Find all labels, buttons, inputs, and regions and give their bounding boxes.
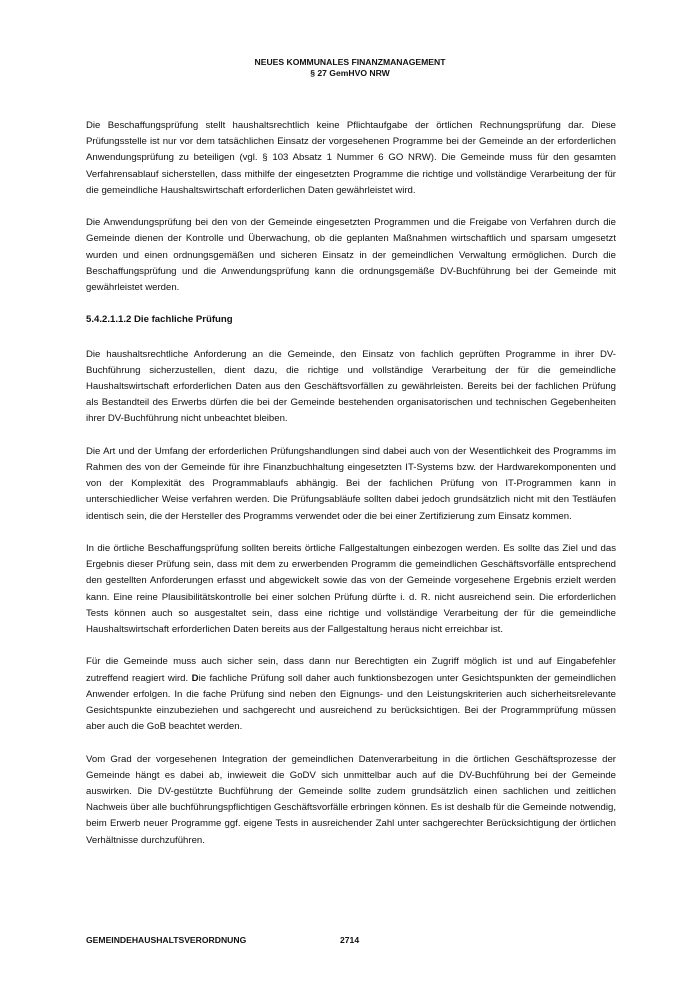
paragraph: Die Beschaffungsprüfung stellt haushaltsrechtlich keine Pflichtaufgabe der örtlichen Rechnungsprüfung dar. Diese Prüfungsstelle ist nur vor dem tatsächlichen Einsatz der vorgesehenen Programme bei der Gemeinde an der erforderlichen Anwendungsprüfung zu beteiligen (vgl. § 103 Absatz 1 Nummer 6 GO NRW). Die Gemeinde muss für den gesamten Verfahrensablauf sicherstellen, dass mithilfe der eingesetzten Programme die richtige und vollständige Verarbeitung der für die gemeindliche Haushaltswirtschaft erforderlichen Daten gewährleistet wird. [86, 120, 616, 196]
paragraph: Die haushaltsrechtliche Anforderung an die Gemeinde, den Einsatz von fachlich geprüften Programme in ihrer DV-Buchführung sicherzustellen, dient dazu, die richtige und vollständige Verarbeitung der für die gemeindliche Haushaltswirtschaft erforderlichen Daten aus den Geschäftsvorfällen zu gewährleisten. Bereits bei der fachlichen Prüfung als Bestandteil des Erwerbs dürfen die bei der Gemeinde bestehenden organisatorischen und technischen Gegebenheiten ihrer DV-Buchführung nicht unbeachtet bleiben. [86, 348, 616, 425]
footer-title: GEMEINDEHAUSHALTSVERORDNUNG [86, 935, 247, 945]
paragraph: Die Anwendungsprüfung bei den von der Gemeinde eingesetzten Programmen und die Freigabe von Verfahren durch die Gemeinde dienen der Kontrolle und Überwachung, ob die geplanten Maßnahmen wirtschaftlich und sparsam umgesetzt wurden und einen ordnungsgemäßen und sicheren Einsatz in der gemeindlichen Verwaltung ermöglichen. Durch die Beschaffungsprüfung und die Anwendungsprüfung kann die ordnungsgemäße DV-Buchführung bei der Gemeinde mit gewährleistet werden. [86, 217, 616, 294]
paragraph-text: ie fachliche Prüfung soll daher auch funktionsbezogen unter Gesichtspunkten der gemeindlichen Anwender erfolgen. In die fache Prüfung sind neben den Eignungs- und den Leistungskriterien auch sicherheitsrelevante Gesichtspunkte einzubeziehen und sachgerecht und ausreichend zu berücksichtigen. Bei der Programmprüfung müssen aber auch die GoB beachtet werden. [86, 672, 616, 733]
page-footer [86, 934, 616, 946]
page-header [0, 57, 700, 79]
paragraph: Die Art und der Umfang der erforderlichen Prüfungshandlungen sind dabei auch von der Wesentlichkeit des Programms im Rahmen des von der Gemeinde für ihre Finanzbuchhaltung eingesetzten IT-Systems bzw. der Hardwarekomponenten und von der Komplexität des Programmablaufs abhängig. Bei der fachlichen Prüfung von IT-Programmen kann in unterschiedlicher Weise verfahren werden. Die Prüfungsabläufe sollten dabei jedoch grundsätzlich nicht mit den Testläufen identisch sein, die der Hersteller des Programms verwendet oder die bei einer Zertifizierung zum Einsatz kommen. [86, 445, 616, 522]
header-title: NEUES KOMMUNALES FINANZMANAGEMENT [254, 57, 446, 67]
paragraph: In die örtliche Beschaffungsprüfung sollten bereits örtliche Fallgestaltungen einbezogen werden. Es sollte das Ziel und das Ergebnis dieser Prüfung sein, dass mit dem zu erwerbenden Programm die gemeindlichen Geschäftsvorfälle entsprechend den gestellten Anforderungen erfasst und abgewickelt sowie das von der Gemeinde vorgesehene Ergebnis erzielt werden kann. Eine reine Plausibilitätskontrolle bei einer solchen Prüfung dürfte i. d. R. nicht ausreichend sein. Die erforderlichen Tests können auch so ausgestaltet sein, dass eine richtige und vollständige Verarbeitung der für die gemeindliche Haushaltswirtschaft erforderlichen Daten bereits aus der Fallgestaltung heraus nicht erreichbar ist. [86, 543, 616, 636]
page-number: 2714 [340, 935, 360, 945]
document-body [86, 118, 616, 865]
section-heading: 5.4.2.1.1.2 Die fachliche Prüfung [86, 314, 233, 326]
bold-letter: D [191, 672, 199, 684]
header-subtitle: § 27 GemHVO NRW [310, 68, 390, 78]
paragraph [86, 654, 616, 735]
paragraph-text: Für die Gemeinde muss auch sicher sein, dass dann nur Berechtigten ein Zugriff möglich ist und auf Eingabefehler zutreffend reagiert wird. [86, 656, 616, 684]
paragraph: Vom Grad der vorgesehenen Integration der gemeindlichen Datenverarbeitung in die örtlichen Geschäftsprozesse der Gemeinde hängt es dabei ab, inwieweit die GoDV sich unmittelbar auch auf die DV-Buchführung bei der Gemeinde auswirken. Die DV-gestützte Buchführung der Gemeinde sollte zudem grundsätzlich einen sachlichen und zeitlichen Nachweis über alle buchführungspflichtigen Geschäftsvorfälle erbringen können. Es ist deshalb für die Gemeinde notwendig, beim Erwerb neuer Programme ggf. eigene Tests in ausreichender Zahl unter sachgerechter Berücksichtigung der örtlichen Verhältnisse durchzuführen. [86, 753, 616, 846]
